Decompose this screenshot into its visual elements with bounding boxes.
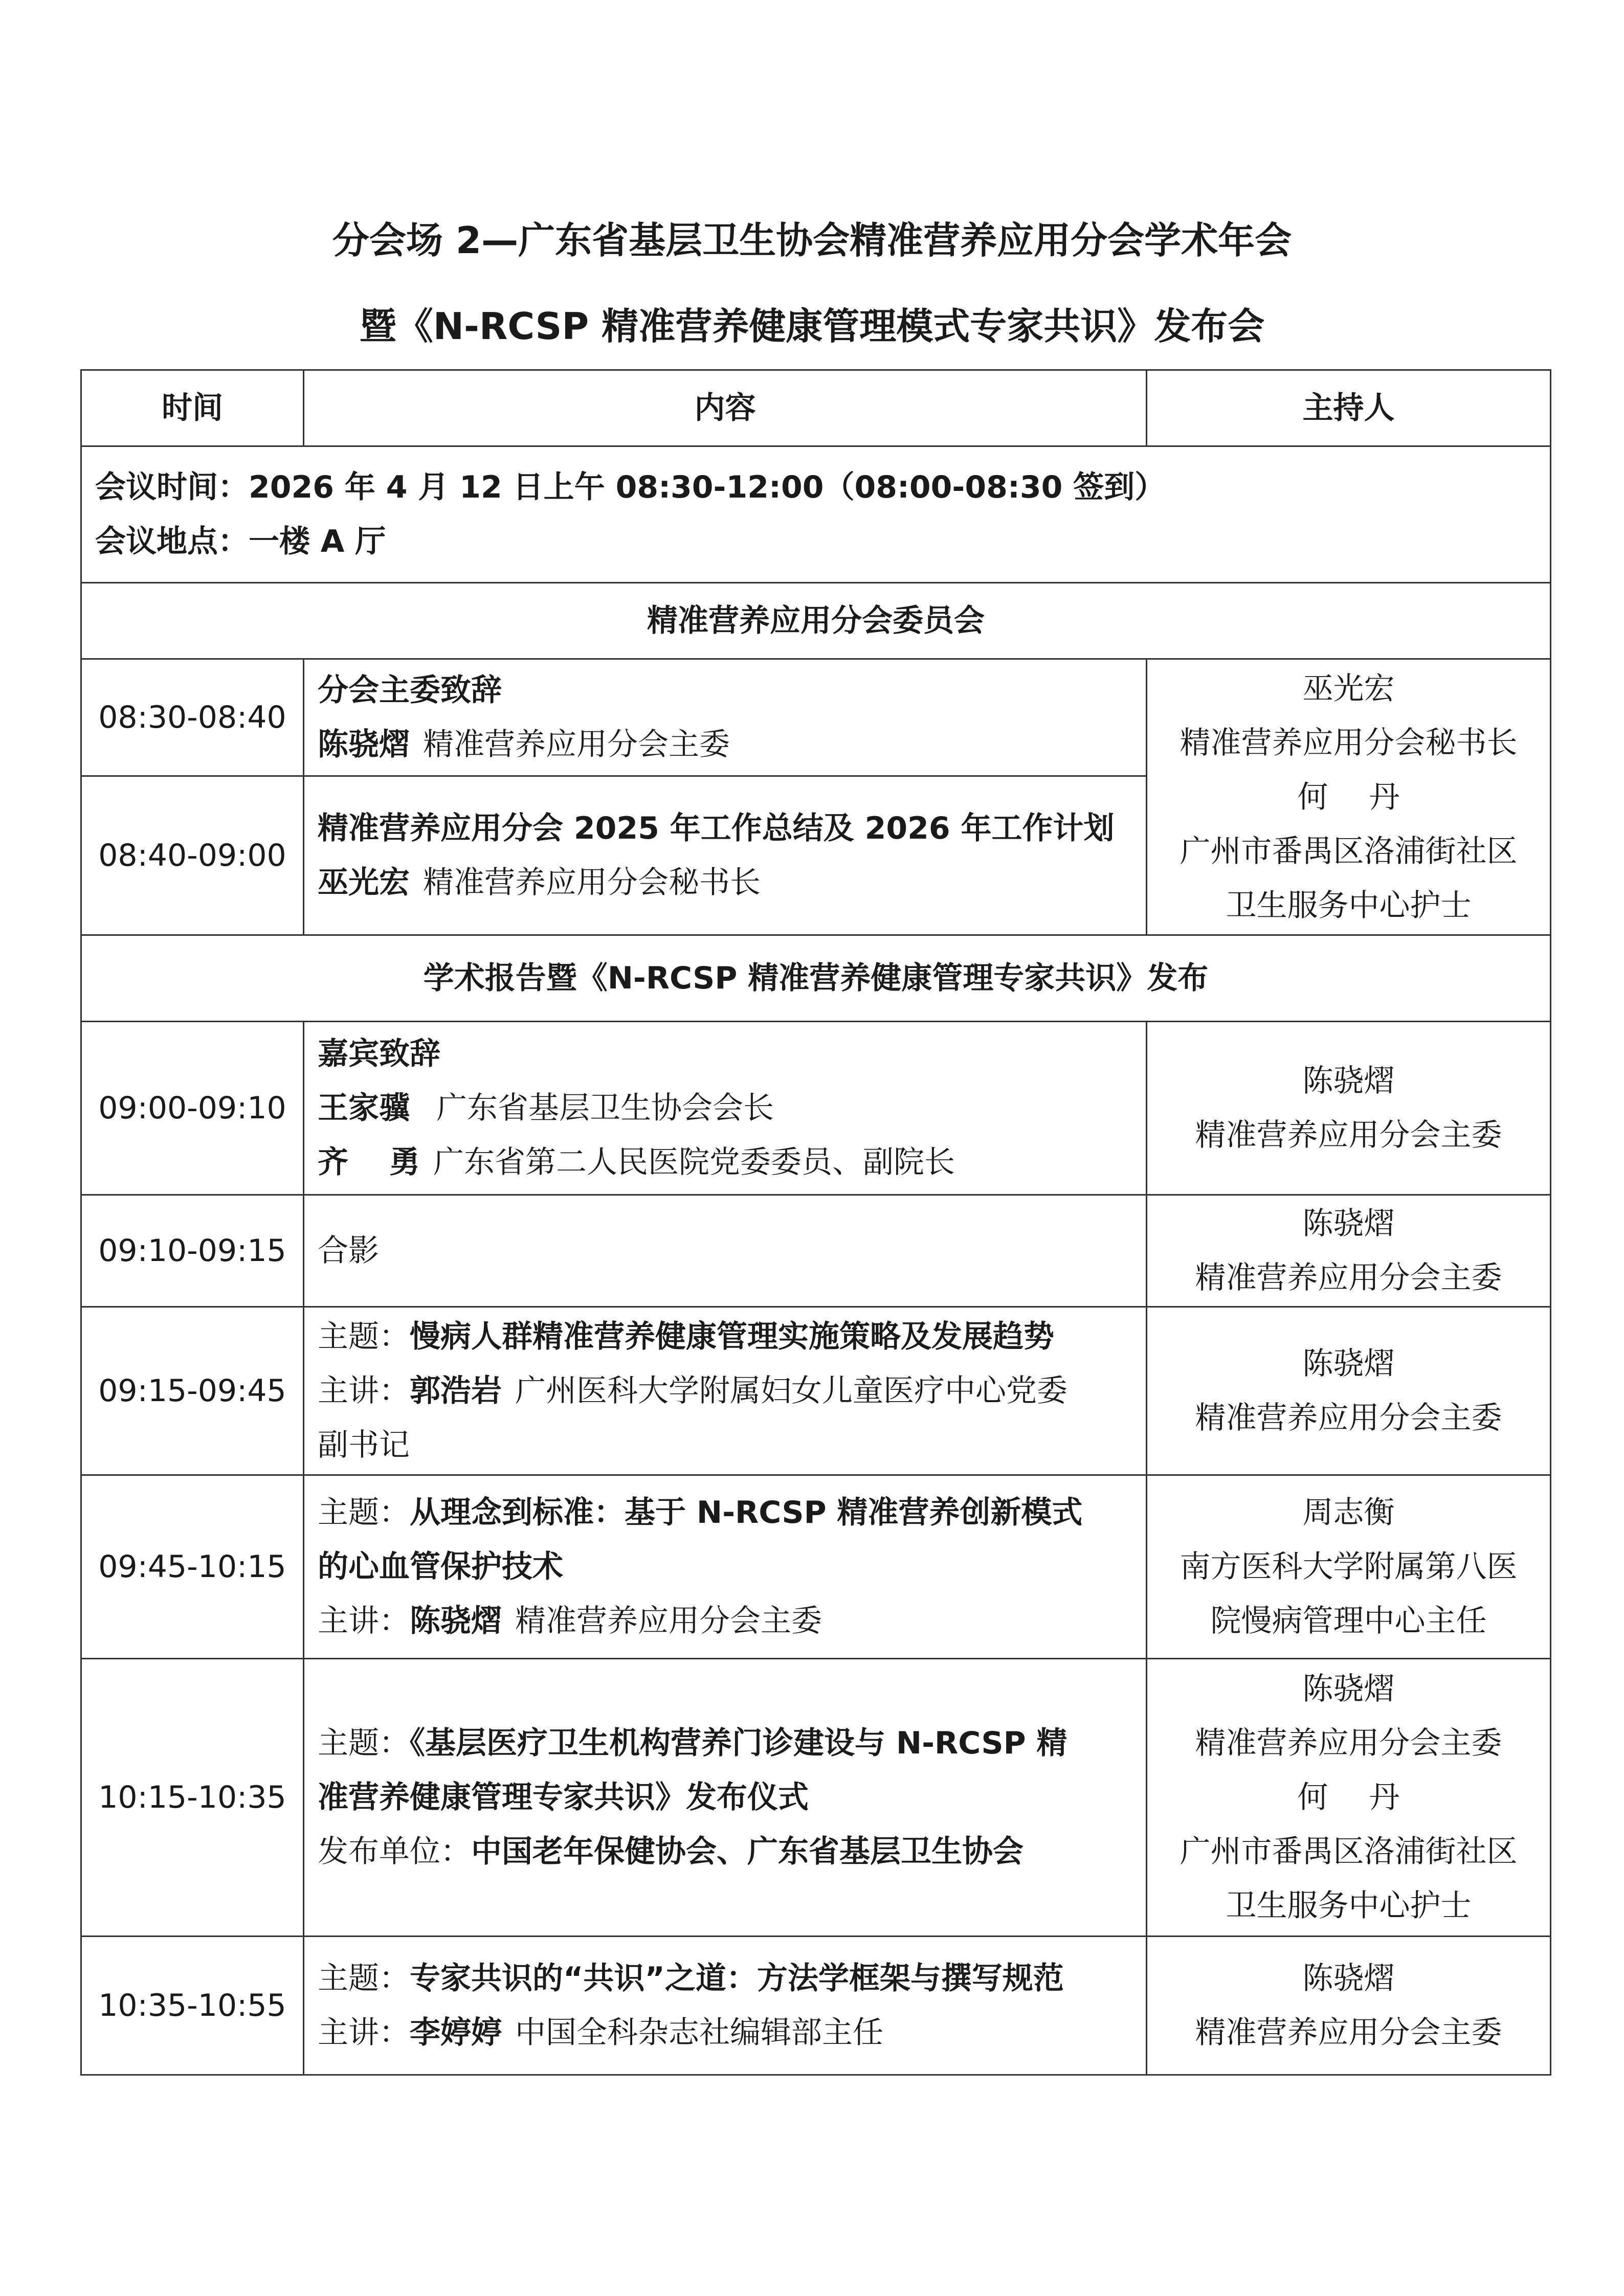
host-title: 广州市番禺区洛浦街社区 [1180,833,1518,869]
host-name: 何 丹 [1297,779,1400,815]
time-cell: 09:15-09:45 [81,1307,304,1475]
speaker: 主讲：郭浩岩 广州医科大学附属妇女儿童医疗中心党委 [318,1373,1067,1409]
host-name: 陈骁熠 [1302,1961,1395,1996]
speaker-title: 广州医科大学附属妇女儿童医疗中心党委 [515,1373,1067,1409]
host-title: 精准营养应用分会主委 [1195,1117,1502,1153]
topic: 精准营养应用分会 2025 年工作总结及 2026 年工作计划 [318,811,1115,846]
time-cell: 09:10-09:15 [81,1195,304,1307]
host-title: 精准营养应用分会主委 [1195,2015,1502,2051]
host-cell [1147,1022,1551,1195]
host-name: 陈骁熠 [1302,1063,1395,1099]
speaker-name: 郭浩岩 [410,1373,502,1409]
meeting-time: 会议时间：2026 年 4 月 12 日上午 08:30-12:00（08:00-08:30 签到） [95,469,1166,505]
host-title: 南方医科大学附属第八医 [1180,1549,1518,1585]
table-row [81,1659,1551,1937]
table-row [81,1022,1551,1195]
speaker [318,717,1132,772]
topic: 主题：专家共识的“共识”之道：方法学框架与撰写规范 [318,1961,1064,1996]
content-cell [304,1475,1147,1659]
speaker-title: 精准营养应用分会主委 [515,1603,822,1639]
content-cell [304,1022,1147,1195]
host-name: 陈骁熠 [1302,1206,1395,1242]
host-title: 精准营养应用分会秘书长 [1180,725,1518,761]
content-cell [304,1307,1147,1475]
host-cell [1147,1307,1551,1475]
meeting-info-cell [81,446,1551,583]
section-title: 精准营养应用分会委员会 [81,583,1551,659]
speaker-name: 陈骁熠 [410,1603,502,1639]
speaker-name: 陈骁熠 [318,727,410,762]
host-cell [1147,1937,1551,2075]
time-cell: 10:15-10:35 [81,1659,304,1937]
table-row [81,1195,1551,1307]
content-text: 合影 [318,1233,379,1269]
meeting-place: 会议地点：一楼 A 厅 [95,524,386,559]
section-header-row [81,935,1551,1022]
content-cell [304,659,1147,776]
table-row [81,659,1551,776]
content-cell [304,1937,1147,2075]
guest [318,1081,1132,1135]
section-header-row [81,583,1551,659]
topic: 嘉宾致辞 [318,1036,440,1072]
guest [318,1135,1132,1189]
agenda-table [80,369,1551,2076]
table-row [81,1307,1551,1475]
host-name: 周志衡 [1302,1495,1395,1530]
time-cell: 09:45-10:15 [81,1475,304,1659]
header-host: 主持人 [1147,370,1551,446]
header-content: 内容 [304,370,1147,446]
section-title: 学术报告暨《N-RCSP 精准营养健康管理专家共识》发布 [81,935,1551,1022]
guest-name: 齐 勇 [318,1144,420,1180]
guest-title: 广东省基层卫生协会会长 [436,1090,774,1126]
host-title: 精准营养应用分会主委 [1195,1725,1502,1761]
header-time: 时间 [81,370,304,446]
time-cell: 08:40-09:00 [81,776,304,935]
host-cell [1147,659,1551,935]
page-title: 分会场 2—广东省基层卫生协会精准营养应用分会学术年会 [332,219,1292,262]
table-header-row [81,370,1551,446]
topic: 准营养健康管理专家共识》发布仪式 [318,1780,809,1815]
table-row [81,1937,1551,2075]
host-title: 卫生服务中心护士 [1226,1888,1472,1924]
host-cell [1147,1195,1551,1307]
host-name: 陈骁熠 [1302,1671,1395,1707]
host-title: 卫生服务中心护士 [1226,887,1472,924]
time-cell: 09:00-09:10 [81,1022,304,1195]
meeting-info-row [81,446,1551,583]
content-cell [304,1195,1147,1307]
table-row [81,1475,1551,1659]
speaker: 主讲：陈骁熠 精准营养应用分会主委 [318,1603,822,1639]
host-name: 何 丹 [1297,1780,1400,1815]
host-name: 巫光宏 [1302,670,1395,707]
topic: 主题：《基层医疗卫生机构营养门诊建设与 N-RCSP 精 [318,1725,1067,1761]
host-name: 陈骁熠 [1302,1346,1395,1382]
speaker-title: 精准营养应用分会主委 [423,727,730,762]
speaker-name: 李婷婷 [410,2015,502,2051]
topic: 分会主委致辞 [318,672,502,708]
publisher: 发布单位：中国老年保健协会、广东省基层卫生协会 [318,1834,1024,1870]
content-cell [304,1659,1147,1937]
guest-title: 广东省第二人民医院党委委员、副院长 [433,1144,955,1180]
topic: 主题：慢病人群精准营养健康管理实施策略及发展趋势 [318,1319,1054,1355]
time-cell: 08:30-08:40 [81,659,304,776]
guest-name: 王家骥 [318,1090,410,1126]
content-cell [304,776,1147,935]
speaker-title: 精准营养应用分会秘书长 [423,865,761,901]
host-cell [1147,1659,1551,1937]
host-title: 精准营养应用分会主委 [1195,1260,1502,1296]
speaker-title: 中国全科杂志社编辑部主任 [515,2015,883,2051]
host-cell [1147,1475,1551,1659]
speaker: 主讲：李婷婷 中国全科杂志社编辑部主任 [318,2015,883,2051]
speaker-title: 副书记 [318,1427,410,1463]
host-title: 精准营养应用分会主委 [1195,1400,1502,1436]
host-title: 院慢病管理中心主任 [1210,1603,1487,1639]
time-cell: 10:35-10:55 [81,1937,304,2075]
page-subtitle: 暨《N-RCSP 精准营养健康管理模式专家共识》发布会 [359,305,1265,348]
topic: 主题：从理念到标准：基于 N-RCSP 精准营养创新模式 [318,1495,1083,1530]
speaker [318,856,1132,910]
host-title: 广州市番禺区洛浦街社区 [1180,1834,1518,1870]
topic: 的心血管保护技术 [318,1549,563,1585]
speaker-name: 巫光宏 [318,865,410,901]
